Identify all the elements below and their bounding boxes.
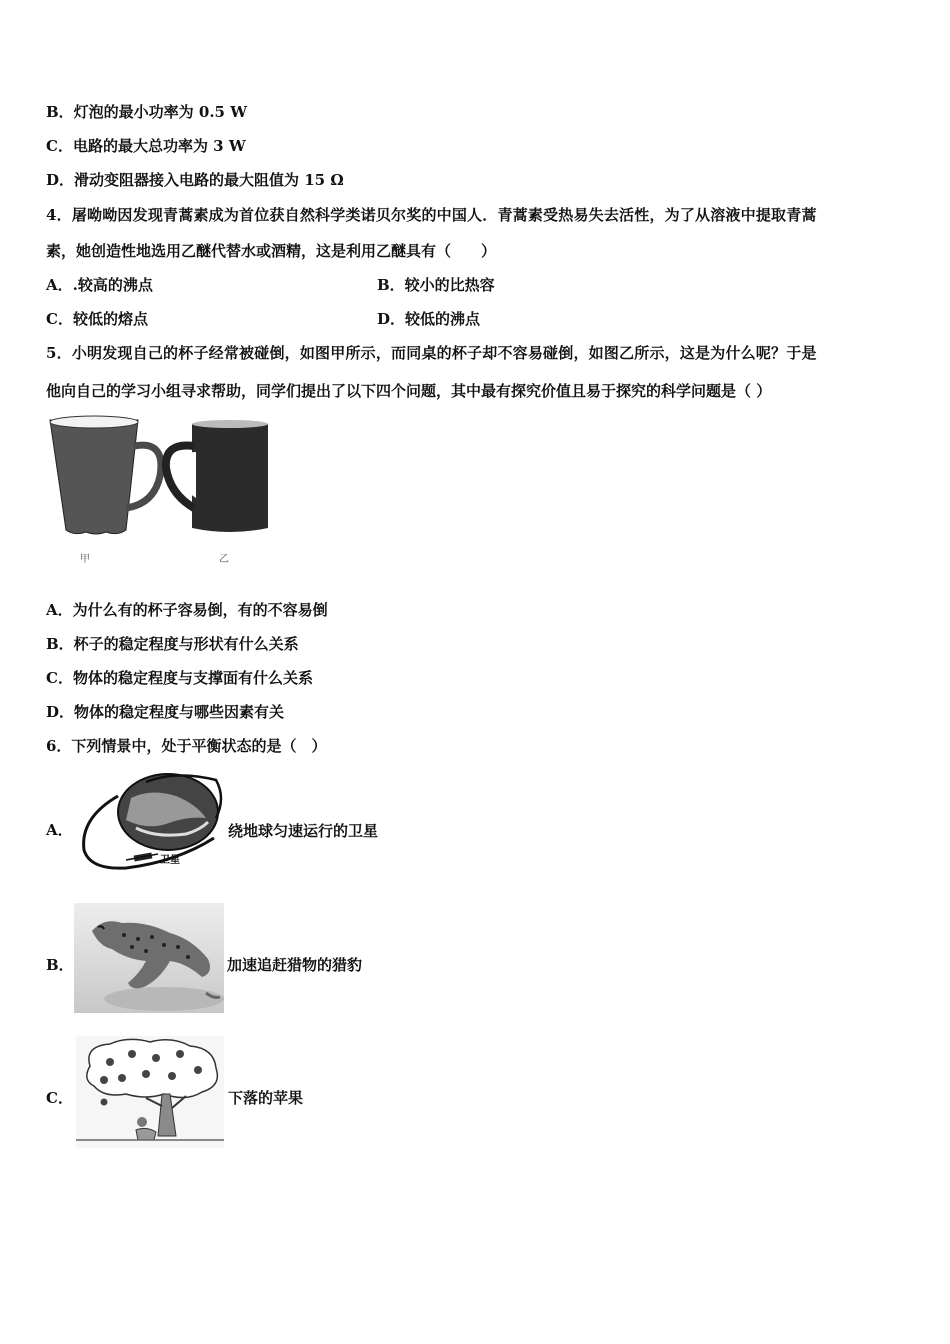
cup-jia-image <box>50 416 161 534</box>
label-yi: 乙 <box>219 554 229 565</box>
q4-stem-line2: 素，她创造性地选用乙醚代替水或酒精，这是利用乙醚具有（ ） <box>46 242 497 260</box>
satellite-label: 卫星 <box>160 855 180 866</box>
q6-option-b-letter: B． <box>46 956 74 974</box>
q6-option-b-text: 加速追赶猎物的猎豹 <box>227 956 363 974</box>
q4-option-d: D．较低的沸点 <box>377 310 481 328</box>
q6-option-c-letter: C． <box>46 1089 73 1107</box>
q4-option-b: B．较小的比热容 <box>377 276 495 294</box>
q5-stem-line2: 他向自己的学习小组寻求帮助，同学们提出了以下四个问题，其中最有探究价值且易于探究的科学问题是（ ） <box>46 382 772 400</box>
cheetah-image <box>74 903 224 1013</box>
cups-figure <box>46 412 276 572</box>
q6-option-a-text: 绕地球匀速运行的卫星 <box>228 822 379 840</box>
q4-option-a: A．.较高的沸点 <box>46 276 153 294</box>
q5-option-a: A．为什么有的杯子容易倒，有的不容易倒 <box>46 601 328 619</box>
q6-option-c-text: 下落的苹果 <box>228 1089 304 1107</box>
q3-option-b: B．灯泡的最小功率为 0.5 W <box>46 103 248 121</box>
satellite-orbit-image <box>76 768 226 878</box>
q5-option-d: D．物体的稳定程度与哪些因素有关 <box>46 703 285 721</box>
q4-option-c: C．较低的熔点 <box>46 310 148 328</box>
apple-tree-image <box>76 1036 224 1148</box>
q6-option-a-letter: A． <box>46 821 73 839</box>
q4-stem-line1: 4．屠呦呦因发现青蒿素成为首位获自然科学类诺贝尔奖的中国人．青蒿素受热易失去活性，为了从溶液中提取青蒿 <box>46 206 817 224</box>
q3-option-d: D．滑动变阻器接入电路的最大阻值为 15 Ω <box>46 171 344 189</box>
cup-yi-image <box>166 420 268 532</box>
q5-option-c: C．物体的稳定程度与支撑面有什么关系 <box>46 669 313 687</box>
q6-stem: 6．下列情景中，处于平衡状态的是（ ） <box>46 737 327 755</box>
label-jia: 甲 <box>80 554 90 565</box>
q5-option-b: B．杯子的稳定程度与形状有什么关系 <box>46 635 299 653</box>
q3-option-c: C．电路的最大总功率为 3 W <box>46 137 246 155</box>
q5-stem-line1: 5．小明发现自己的杯子经常被碰倒，如图甲所示，而同桌的杯子却不容易碰倒，如图乙所示，这是为什么呢？于是 <box>46 344 817 362</box>
